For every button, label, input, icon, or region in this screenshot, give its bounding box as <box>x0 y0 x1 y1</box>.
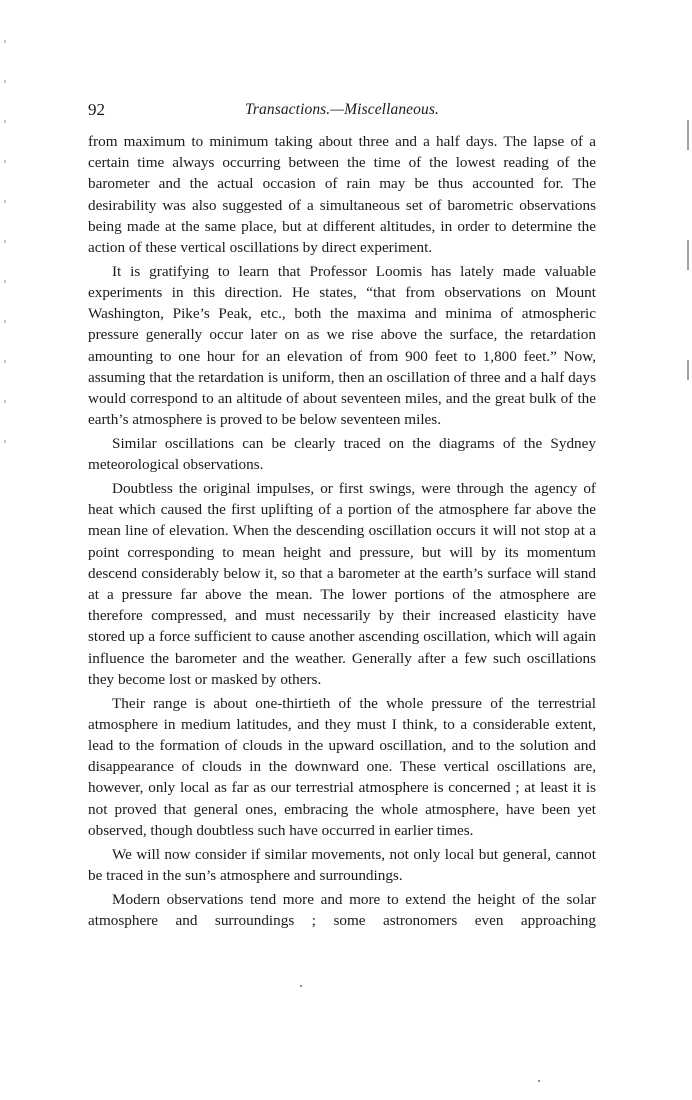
scan-speck <box>538 1080 540 1082</box>
page-header <box>88 100 596 120</box>
paragraph-continued: from maximum to minimum taking about three and a half days. The lapse of a certain time always occurring between the time of the lowest reading of the barometer and the actual occasion of rain may be thus accounted for. The desirability was also suggested of a simultaneous set of barometric observations being made at the same place, but at different altitudes, in order to determine the action of these vertical oscillations by direct experiment. <box>88 133 596 257</box>
scan-speck <box>300 985 302 987</box>
scan-edge-marks-left <box>4 40 6 460</box>
running-title: Transactions.—Miscellaneous. <box>245 101 439 118</box>
paragraph-impulses: Doubtless the original impulses, or first swings, were through the agency of heat which caused the first uplifting of a portion of the atmosphere far above the mean line of elevation. When the descending oscillation occurs it will not stop at a point corresponding to mean height and pressure, but will by its momentum descend considerably below it, so that a barometer at the earth’s surface will stand at a pressure far above the mean. The lower portions of the atmosphere are therefore compressed, and must necessarily by their increased elasticity have stored up a force sufficient to cause another ascending oscillation, which will again influence the barometer and the weather. Generally after a few such oscillations they become lost or masked by others. <box>88 480 596 688</box>
paragraph-solar: Modern observations tend more and more to extend the height of the solar atmosphere and surroundings ; some astronomers even approaching <box>88 890 596 929</box>
paragraph-sun: We will now consider if similar movements, not only local but general, cannot be traced in the sun’s atmosphere and surroundings. <box>88 845 596 884</box>
scan-edge-marks-right <box>687 120 689 380</box>
paragraph-range: Their range is about one-thirtieth of the whole pressure of the terrestrial atmosphere in medium latitudes, and they must I think, to a considerable extent, lead to the formation of clouds in the upward oscillation, and to the solution and disappearance of clouds in the downward one. These vertical oscillations are, however, only local as far as our terrestrial atmosphere is concerned ; at least it is not proved that general ones, embracing the whole atmosphere, have been yet observed, though doubtless such have occurred in earlier times. <box>88 694 596 839</box>
paragraph-loomis: It is gratifying to learn that Professor Loomis has lately made valuable experiments in this direction. He states, “that from observations on Mount Washington, Pike’s Peak, etc., both the maxima and minima of atmospheric pressure generally occur later on as we rise above the surface, the retardation amounting to one hour for an elevation of from 900 feet to 1,800 feet.” Now, assuming that the retardation is uniform, then an oscillation of three and a half days would correspond to an altitude of about seventeen miles, and the great bulk of the earth’s atmosphere is proved to be below seventeen miles. <box>88 262 596 429</box>
body-text <box>88 131 596 934</box>
page-number: 92 <box>88 100 105 119</box>
paragraph-sydney: Similar oscillations can be clearly traced on the diagrams of the Sydney meteorological observations. <box>88 435 596 474</box>
